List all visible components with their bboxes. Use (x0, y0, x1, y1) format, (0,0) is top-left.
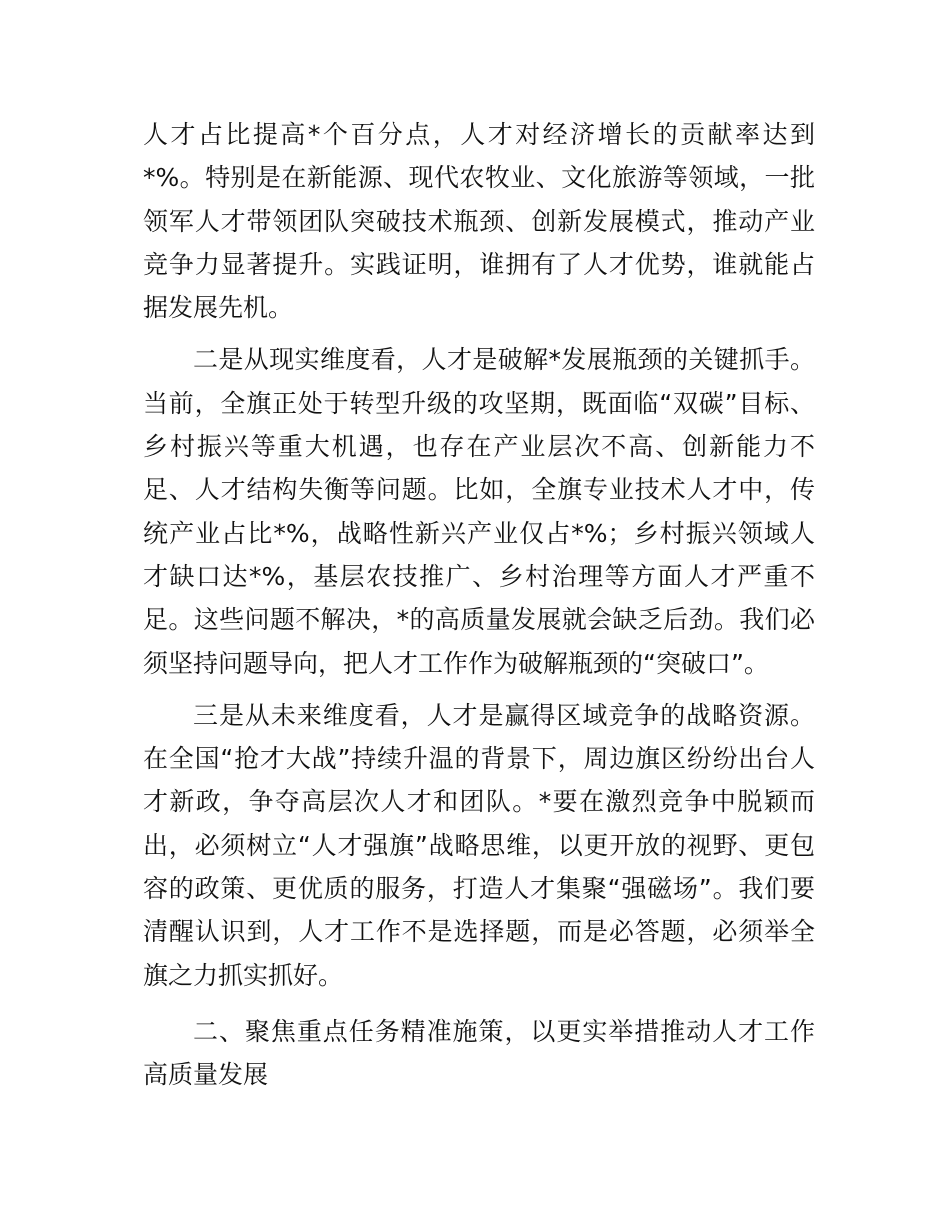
paragraph-talent-proportion: 人才占比提高*个百分点，人才对经济增长的贡献率达到*%。特别是在新能源、现代农牧业、文化旅游等领域，一批领军人才带领团队突破技术瓶颈、创新发展模式，推动产业竞争力显著提升。实践证明，谁拥有了人才优势，谁就能占据发展先机。 (143, 120, 815, 323)
paragraph-reality-dimension: 二是从现实维度看，人才是破解*发展瓶颈的关键抓手。当前，全旗正处于转型升级的攻坚期，既面临“双碳”目标、乡村振兴等重大机遇，也存在产业层次不高、创新能力不足、人才结构失衡等问题。比如，全旗专业技术人才中，传统产业占比*%，战略性新兴产业仅占*%；乡村振兴领域人才缺口达*%，基层农技推广、乡村治理等方面人才严重不足。这些问题不解决，*的高质量发展就会缺乏后劲。我们必须坚持问题导向，把人才工作作为破解瓶颈的“突破口”。 (143, 345, 815, 678)
document-body (143, 113, 815, 1097)
paragraph-future-dimension: 三是从未来维度看，人才是赢得区域竞争的战略资源。在全国“抢才大战”持续升温的背景下，周边旗区纷纷出台人才新政，争夺高层次人才和团队。*要在激烈竞争中脱颖而出，必须树立“人才强旗”战略思维，以更开放的视野、更包容的政策、更优质的服务，打造人才集聚“强磁场”。我们要清醒认识到，人才工作不是选择题，而是必答题，必须举全旗之力抓实抓好。 (143, 700, 815, 990)
section-heading: 二、聚焦重点任务精准施策，以更实举措推动人才工作高质量发展 (143, 1016, 815, 1090)
